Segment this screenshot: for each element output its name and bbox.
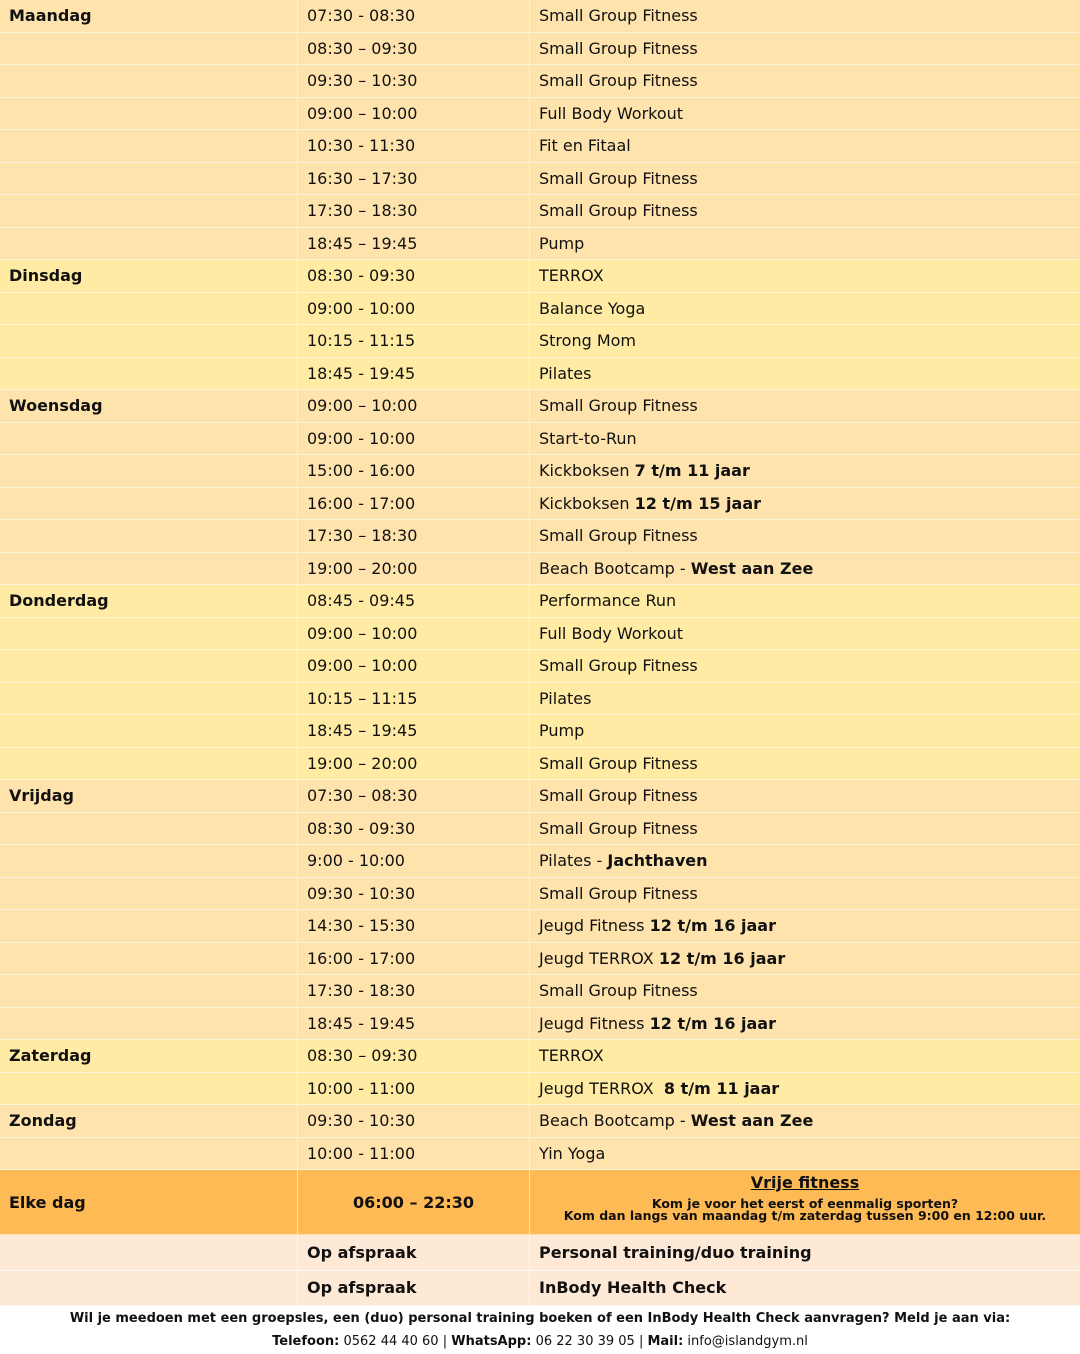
schedule-row: [0, 715, 1080, 748]
session-class: [530, 33, 1080, 65]
class-detail: West aan Zee: [690, 1111, 814, 1131]
session-class: [530, 1105, 1080, 1137]
class-detail: 12 t/m 16 jaar: [649, 916, 776, 936]
session-time: 09:30 – 10:30: [298, 65, 530, 97]
session-class: [530, 65, 1080, 97]
session-time: 17:30 - 18:30: [298, 975, 530, 1007]
day-empty-cell: [0, 33, 298, 65]
schedule-row: [0, 845, 1080, 878]
class-name: Small Group Fitness: [539, 818, 698, 838]
session-time: 09:00 – 10:00: [298, 390, 530, 422]
session-time: 09:00 - 10:00: [298, 423, 530, 455]
every-day-row: [0, 1170, 1080, 1235]
appointment-label: Personal training/duo training: [539, 1242, 812, 1262]
session-time: 16:00 - 17:00: [298, 943, 530, 975]
class-name: Pilates: [539, 363, 592, 383]
session-time: 18:45 - 19:45: [298, 1008, 530, 1040]
schedule-row: [0, 98, 1080, 131]
day-empty-cell: [0, 163, 298, 195]
day-empty-cell: [0, 975, 298, 1007]
day-empty-cell: [0, 358, 298, 390]
class-name: Small Group Fitness: [539, 883, 698, 903]
session-class: [530, 520, 1080, 552]
session-time: 09:00 - 10:00: [298, 293, 530, 325]
schedule-row: [0, 455, 1080, 488]
session-time: 09:30 - 10:30: [298, 878, 530, 910]
class-name: Yin Yoga: [539, 1143, 606, 1163]
contact-line: [0, 1330, 1080, 1354]
class-name: Full Body Workout: [539, 103, 684, 123]
schedule-row: [0, 813, 1080, 846]
class-name: Pilates -: [539, 851, 608, 871]
day-name: Maandag: [0, 0, 298, 32]
class-name: Beach Bootcamp -: [539, 1111, 691, 1131]
session-time: 10:00 - 11:00: [298, 1073, 530, 1105]
schedule-row: [0, 260, 1080, 293]
class-detail: 12 t/m 16 jaar: [658, 948, 786, 968]
schedule-row: [0, 65, 1080, 98]
session-class: [530, 1073, 1080, 1105]
free-fitness-line-1: Kom je voor het eerst of eenmalig sporten?: [651, 1196, 959, 1211]
schedule-row: [0, 325, 1080, 358]
schedule-row: [0, 130, 1080, 163]
session-time: 19:00 – 20:00: [298, 553, 530, 585]
session-class: [530, 163, 1080, 195]
session-class: [530, 1040, 1080, 1072]
session-class: [530, 683, 1080, 715]
schedule-row: [0, 1138, 1080, 1171]
schedule-row: [0, 390, 1080, 423]
session-class: [530, 0, 1080, 32]
class-detail: 7 t/m 11 jaar: [634, 461, 750, 481]
class-name: Jeugd Fitness: [539, 1013, 650, 1033]
session-time: 10:15 - 11:15: [298, 325, 530, 357]
every-day-label: Elke dag: [0, 1170, 298, 1234]
class-name: Beach Bootcamp -: [539, 558, 691, 578]
session-class: [530, 455, 1080, 487]
session-class: [530, 98, 1080, 130]
schedule-row: [0, 293, 1080, 326]
session-class: [530, 358, 1080, 390]
schedule-row: [0, 520, 1080, 553]
free-fitness-line-2: Kom dan langs van maandag t/m zaterdag tussen 9:00 en 12:00 uur.: [563, 1208, 1047, 1223]
session-class: [530, 715, 1080, 747]
day-name: Woensdag: [0, 390, 298, 422]
appointment-row: [0, 1271, 1080, 1307]
day-empty-cell: [0, 98, 298, 130]
session-class: [530, 130, 1080, 162]
schedule-row: [0, 910, 1080, 943]
session-time: 09:00 – 10:00: [298, 98, 530, 130]
schedule-row: [0, 0, 1080, 33]
session-time: 16:30 – 17:30: [298, 163, 530, 195]
class-name: Performance Run: [539, 591, 677, 611]
session-class: [530, 228, 1080, 260]
session-time: 07:30 – 08:30: [298, 780, 530, 812]
day-empty-cell: [0, 943, 298, 975]
session-class: [530, 195, 1080, 227]
session-class: [530, 650, 1080, 682]
session-time: 07:30 - 08:30: [298, 0, 530, 32]
schedule-row: [0, 1008, 1080, 1041]
schedule-row: [0, 618, 1080, 651]
day-empty-cell: [0, 1073, 298, 1105]
schedule-row: [0, 1040, 1080, 1073]
session-time: 08:30 – 09:30: [298, 33, 530, 65]
session-class: [530, 780, 1080, 812]
session-time: 9:00 - 10:00: [298, 845, 530, 877]
class-name: Jeugd TERROX: [539, 948, 659, 968]
day-name: Vrijdag: [0, 780, 298, 812]
schedule-row: [0, 650, 1080, 683]
free-fitness-info: [530, 1170, 1080, 1234]
phone-label: Telefoon:: [272, 1334, 340, 1349]
session-time: 17:30 – 18:30: [298, 520, 530, 552]
schedule-row: [0, 163, 1080, 196]
schedule-row: [0, 943, 1080, 976]
session-time: 09:30 - 10:30: [298, 1105, 530, 1137]
session-time: 10:00 - 11:00: [298, 1138, 530, 1170]
schedule-row: [0, 683, 1080, 716]
session-time: 18:45 – 19:45: [298, 715, 530, 747]
day-empty-cell: [0, 715, 298, 747]
session-class: [530, 748, 1080, 780]
day-empty-cell: [0, 423, 298, 455]
day-name: Donderdag: [0, 585, 298, 617]
class-detail: West aan Zee: [690, 558, 814, 578]
schedule-row: [0, 1105, 1080, 1138]
class-detail: 12 t/m 16 jaar: [649, 1013, 776, 1033]
class-name: Jeugd Fitness: [539, 916, 650, 936]
session-class: [530, 878, 1080, 910]
contact-footer: [0, 1306, 1080, 1354]
session-time: 19:00 – 20:00: [298, 748, 530, 780]
every-day-time: 06:00 – 22:30: [298, 1170, 530, 1234]
class-name: Small Group Fitness: [539, 201, 698, 221]
session-class: [530, 488, 1080, 520]
schedule-row: [0, 780, 1080, 813]
schedule-row: [0, 423, 1080, 456]
day-empty-cell: [0, 65, 298, 97]
day-empty-cell: [0, 845, 298, 877]
day-empty-cell: [0, 910, 298, 942]
class-name: TERROX: [539, 1046, 604, 1066]
day-empty-cell: [0, 293, 298, 325]
schedule-row: [0, 975, 1080, 1008]
session-time: 10:15 – 11:15: [298, 683, 530, 715]
schedule-row: [0, 358, 1080, 391]
class-name: Small Group Fitness: [539, 396, 698, 416]
day-empty-cell: [0, 748, 298, 780]
day-name: Zondag: [0, 1105, 298, 1137]
schedule-row: [0, 878, 1080, 911]
schedule-row: [0, 553, 1080, 586]
appointment-time: Op afspraak: [298, 1235, 530, 1270]
schedule-row: [0, 195, 1080, 228]
appointment-empty-cell: [0, 1271, 298, 1306]
day-empty-cell: [0, 878, 298, 910]
appointment-label: InBody Health Check: [539, 1278, 727, 1298]
day-empty-cell: [0, 130, 298, 162]
session-class: [530, 325, 1080, 357]
class-name: Small Group Fitness: [539, 753, 698, 773]
mail-address[interactable]: info@islandgym.nl: [683, 1334, 808, 1349]
session-time: 10:30 - 11:30: [298, 130, 530, 162]
day-empty-cell: [0, 520, 298, 552]
class-name: Small Group Fitness: [539, 168, 698, 188]
day-empty-cell: [0, 618, 298, 650]
class-name: Small Group Fitness: [539, 71, 698, 91]
class-name: Start-to-Run: [539, 428, 637, 448]
session-class: [530, 813, 1080, 845]
session-time: 08:45 - 09:45: [298, 585, 530, 617]
class-name: Small Group Fitness: [539, 981, 698, 1001]
session-class: [530, 260, 1080, 292]
session-class: [530, 845, 1080, 877]
class-name: Jeugd TERROX: [539, 1078, 664, 1098]
appointment-time: Op afspraak: [298, 1271, 530, 1306]
session-class: [530, 910, 1080, 942]
session-time: 08:30 – 09:30: [298, 1040, 530, 1072]
day-name: Zaterdag: [0, 1040, 298, 1072]
session-class: [530, 390, 1080, 422]
session-class: [530, 585, 1080, 617]
class-name: Pump: [539, 233, 585, 253]
class-name: Kickboksen: [539, 461, 635, 481]
class-name: Small Group Fitness: [539, 6, 698, 26]
schedule-row: [0, 228, 1080, 261]
session-time: 18:45 – 19:45: [298, 228, 530, 260]
session-time: 18:45 - 19:45: [298, 358, 530, 390]
schedule-row: [0, 1073, 1080, 1106]
day-empty-cell: [0, 455, 298, 487]
appointment-empty-cell: [0, 1235, 298, 1270]
day-empty-cell: [0, 553, 298, 585]
mail-label: Mail:: [647, 1334, 684, 1349]
session-class: [530, 553, 1080, 585]
session-time: 15:00 - 16:00: [298, 455, 530, 487]
session-class: [530, 943, 1080, 975]
class-detail: Jachthaven: [607, 851, 708, 871]
class-name: Strong Mom: [539, 331, 637, 351]
class-name: Pump: [539, 721, 585, 741]
session-time: 14:30 - 15:30: [298, 910, 530, 942]
day-empty-cell: [0, 1008, 298, 1040]
day-empty-cell: [0, 683, 298, 715]
day-empty-cell: [0, 650, 298, 682]
day-empty-cell: [0, 813, 298, 845]
session-time: 09:00 – 10:00: [298, 650, 530, 682]
free-fitness-title: Vrije fitness: [750, 1173, 860, 1192]
session-class: [530, 1008, 1080, 1040]
session-time: 16:00 - 17:00: [298, 488, 530, 520]
session-time: 08:30 - 09:30: [298, 813, 530, 845]
class-detail: 12 t/m 15 jaar: [634, 493, 761, 513]
whatsapp-number[interactable]: 06 22 30 39 05 |: [531, 1334, 648, 1349]
session-class: [530, 618, 1080, 650]
appointment-row: [0, 1235, 1080, 1271]
class-detail: 8 t/m 11 jaar: [663, 1078, 780, 1098]
day-empty-cell: [0, 488, 298, 520]
schedule-row: [0, 748, 1080, 781]
session-time: 08:30 - 09:30: [298, 260, 530, 292]
day-name: Dinsdag: [0, 260, 298, 292]
class-name: Small Group Fitness: [539, 38, 698, 58]
class-name: Small Group Fitness: [539, 526, 698, 546]
schedule-row: [0, 585, 1080, 618]
class-name: Small Group Fitness: [539, 786, 698, 806]
day-empty-cell: [0, 195, 298, 227]
class-name: Balance Yoga: [539, 298, 646, 318]
day-empty-cell: [0, 1138, 298, 1170]
schedule-row: [0, 33, 1080, 66]
class-name: Kickboksen: [539, 493, 635, 513]
session-class: [530, 975, 1080, 1007]
class-name: Pilates: [539, 688, 592, 708]
session-class: [530, 293, 1080, 325]
schedule-row: [0, 488, 1080, 521]
day-empty-cell: [0, 228, 298, 260]
session-time: 17:30 – 18:30: [298, 195, 530, 227]
class-name: Small Group Fitness: [539, 656, 698, 676]
class-name: TERROX: [539, 266, 604, 286]
whatsapp-label: WhatsApp:: [451, 1334, 532, 1349]
class-name: Full Body Workout: [539, 623, 684, 643]
class-name: Fit en Fitaal: [539, 136, 631, 156]
session-class: [530, 423, 1080, 455]
phone-number[interactable]: 0562 44 40 60 |: [339, 1334, 452, 1349]
signup-text: Wil je meedoen met een groepsles, een (duo) personal training boeken of een InBody Health Check aanvragen? Meld je aan via:: [69, 1311, 1011, 1326]
day-empty-cell: [0, 325, 298, 357]
session-class: [530, 1138, 1080, 1170]
session-time: 09:00 – 10:00: [298, 618, 530, 650]
